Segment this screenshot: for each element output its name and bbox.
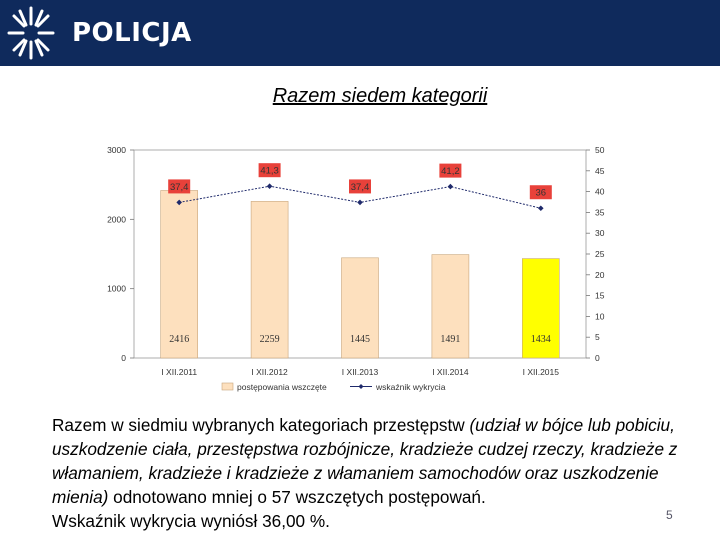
y-right-tick-label: 10 [595, 311, 605, 322]
y-right-tick-label: 35 [595, 207, 605, 218]
y-right-tick-label: 5 [595, 332, 600, 343]
legend-label-bars: postępowania wszczęte [237, 382, 327, 392]
y-right-tick-label: 0 [595, 353, 600, 363]
bar-value-label: 2259 [259, 334, 280, 345]
x-tick-label: I XII.2015 [522, 367, 559, 377]
body-text-2: odnotowano mniej o 57 wszczętych postępowań. [108, 487, 486, 507]
y-right-tick-label: 20 [595, 269, 605, 280]
bar-value-label: 1434 [530, 334, 551, 345]
y-left-tick-label: 2000 [107, 214, 126, 225]
x-tick-label: I XII.2012 [251, 367, 288, 377]
x-tick-label: I XII.2013 [341, 367, 379, 377]
x-tick-label: I XII.2014 [432, 367, 469, 377]
body-text-3: Wskaźnik wykrycia wyniósł 36,00 %. [52, 511, 330, 531]
x-tick-label: I XII.2011 [161, 367, 198, 377]
page-number: 5 [666, 508, 673, 522]
y-right-tick-label: 15 [595, 290, 605, 301]
bar-value-label: 2416 [169, 334, 190, 345]
y-left-tick-label: 3000 [107, 145, 126, 155]
slide-title: Razem siedem kategorii [272, 85, 488, 107]
y-right-tick-label: 30 [595, 228, 605, 239]
y-left-tick-label: 0 [121, 353, 126, 363]
line-value-label: 41,3 [260, 165, 279, 177]
body-text-italic: (udział w bójce lub pobiciu, uszkodzenie ciała, przestępstwa rozbójnicze, kradzieże cudzej rzeczy, kradzieże z włamaniem, kradzieże i kradzieże z włamaniem samochodów oraz uszkodzenie mienia) [52, 415, 678, 507]
line-value-label: 37,4 [169, 181, 189, 193]
line-point [538, 205, 544, 211]
line-point [267, 183, 273, 189]
bar-value-label: 1491 [440, 334, 461, 345]
legend-label-line: wskaźnik wykrycia [376, 382, 446, 392]
legend-marker-line [359, 384, 364, 389]
line-value-label: 36 [535, 187, 547, 199]
bar-value-label: 1445 [350, 334, 370, 345]
combo-chart [100, 142, 620, 404]
header-bar [0, 0, 720, 66]
y-right-tick-label: 45 [595, 165, 605, 176]
y-right-tick-label: 25 [595, 249, 605, 259]
legend-swatch-bars [222, 383, 233, 390]
y-left-tick-label: 1000 [107, 283, 126, 294]
line-value-label: 37,4 [350, 181, 370, 193]
police-star-icon [6, 5, 56, 61]
brand-name: POLICJA [72, 18, 192, 48]
y-right-tick-label: 50 [595, 145, 605, 155]
y-right-tick-label: 40 [595, 186, 605, 197]
line-value-label: 41,2 [441, 166, 460, 178]
line-point [357, 200, 363, 206]
body-text-1: Razem w siedmiu wybranych kategoriach przestępstw [52, 415, 470, 435]
bar [161, 190, 198, 358]
line-point [448, 184, 454, 190]
body-paragraph [52, 413, 692, 533]
